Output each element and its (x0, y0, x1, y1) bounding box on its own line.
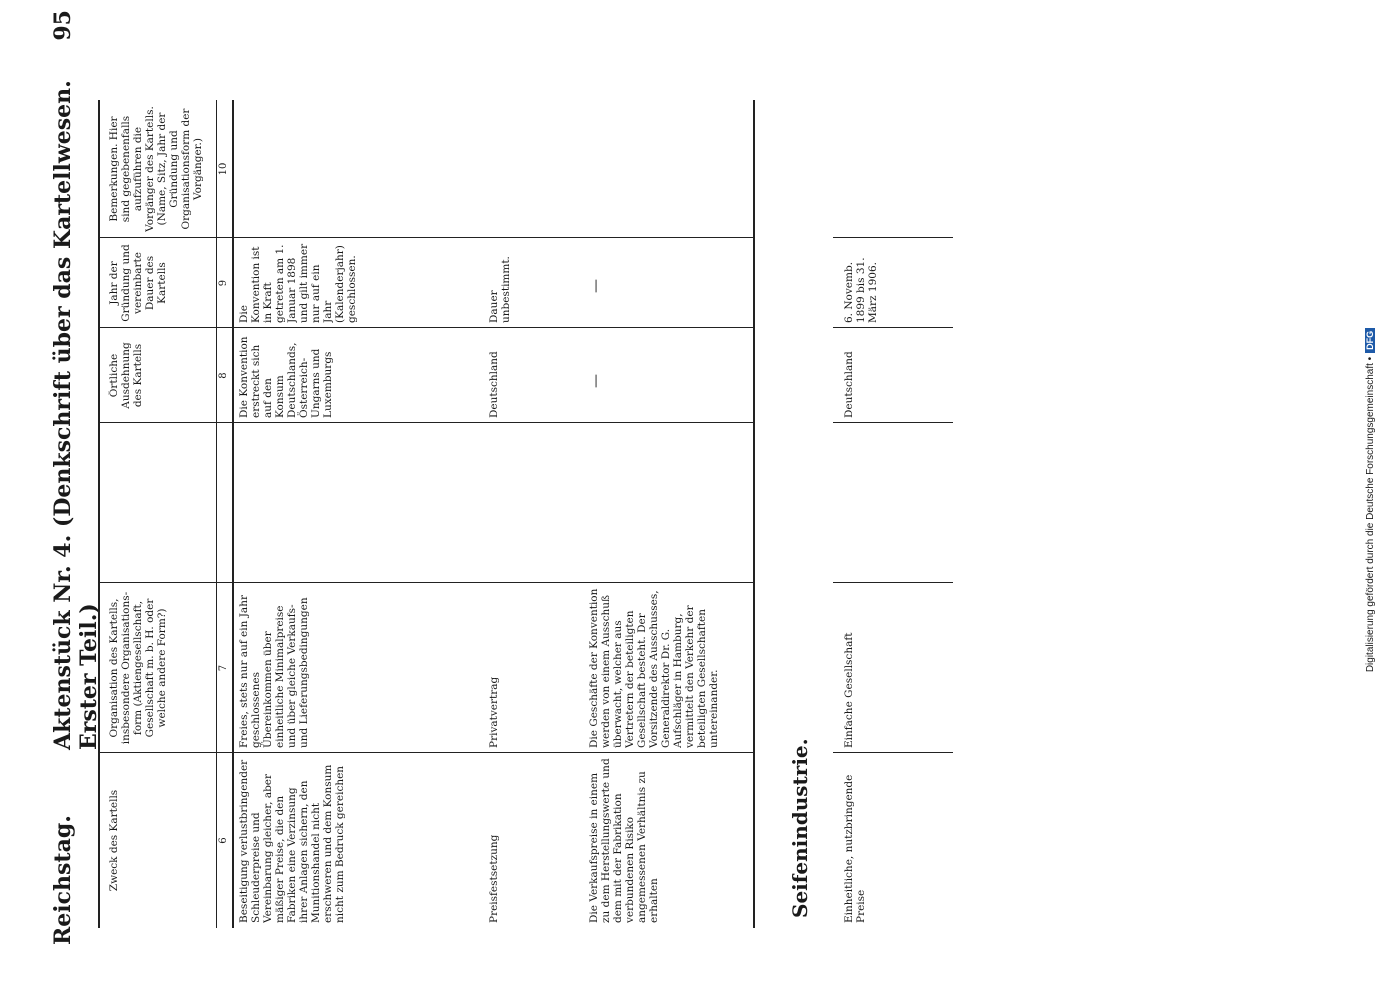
row3-dauer: — (588, 279, 604, 293)
section-title-seifenindustrie: Seifenindustrie. (788, 738, 812, 918)
s2-col-sep-3 (833, 422, 953, 423)
s2-col-sep-4 (833, 327, 953, 328)
digitization-text: Digitalisierung gefördert durch die Deutsche Forschungsgemeinschaft • (1365, 356, 1376, 673)
row2-ausdehnung: Deutschland (488, 351, 500, 418)
col-sep-2 (98, 582, 753, 583)
colhead-dauer: Jahr der Gründung und vereinbarte Dauer des Kartells (108, 244, 168, 322)
table-colnum-rule (232, 100, 234, 928)
row2-organisation: Privatvertrag (488, 676, 500, 748)
table-bottom-rule (753, 100, 755, 928)
colhead-zweck: Zweck des Kartells (108, 789, 120, 892)
s2-ausdehnung: Deutschland (843, 351, 855, 418)
col-sep-1 (98, 752, 753, 753)
s2-dauer: 6. Novemb. 1899 bis 31. März 1906. (843, 257, 879, 323)
s2-organisation: Einfache Gesellschaft (843, 632, 855, 748)
row3-organisation: Die Geschäfte der Konvention werden von einem Ausschuß überwacht, welcher aus Vertretern der beteiligten Gesellschaft besteht. Der Vorsitzende des Ausschusses, Generaldirektor Dr. G. Aufschläger in Hamburg, vermittelt den Verkehr der beteiligten Gesellschaften untereinander. (588, 588, 720, 748)
row1-ausdehnung: Die Konvention erstreckt sich auf den Konsum Deutschlands, Österreich-Ungarns und Luxemburgs (238, 336, 334, 418)
cartel-table (98, 100, 1098, 928)
colnum-9: 9 (218, 279, 229, 287)
table-header-rule (216, 100, 217, 928)
row3-zweck: Die Verkaufspreise in einem zu dem Herstellungswerte und dem mit der Fabrikation verbundenen Risiko angemessenen Verhältnis zu erhalten (588, 758, 660, 923)
row1-zweck: Beseitigung verlustbringender Schleuderpreise und Vereinbarung gleicher, aber mäßiger Preise, die den Fabriken eine Verzinsung ihrer Anlagen sichern, den Munitionshandel nicht erschweren und dem Konsum nicht zum Bedruck gereichen (238, 759, 346, 923)
colhead-bemerkungen: Bemerkungen. Hier sind gegebenenfalls aufzuführen die Vorgänger des Kartells. (Name, Sitz, Jahr der Gründung und Organisationsform der Vorgänger.) (108, 106, 204, 232)
s2-col-sep-2 (833, 582, 953, 583)
header-left: Reichstag. (50, 815, 76, 945)
row1-dauer: Die Konvention ist in Kraft getreten am 1. Januar 1898 und gilt immer nur auf ein Jahr (Kalenderjahr) geschlossen. (238, 243, 358, 323)
header-title: Aktenstück Nr. 4. (Denkschrift über das Kartellwesen. Erster Teil.) (50, 80, 102, 750)
colnum-6: 6 (218, 837, 229, 844)
col-sep-3 (98, 422, 753, 423)
col-sep-4 (98, 327, 753, 328)
digitization-credit (1365, 0, 1377, 1000)
s2-col-sep-5 (833, 237, 953, 238)
table-top-rule (98, 100, 100, 928)
row3-ausdehnung: — (588, 374, 604, 388)
s2-col-sep-1 (833, 752, 953, 753)
s2-zweck: Einheitliche, nutzbringende Preise (843, 774, 867, 923)
row2-dauer: Dauer unbestimmt. (488, 256, 512, 323)
page-number: 95 (50, 10, 76, 41)
colhead-ausdehnung: Örtliche Ausdehnung des Kartells (108, 342, 144, 409)
col-sep-5 (98, 237, 753, 238)
row1-organisation: Freies, stets nur auf ein Jahr geschlossenes Übereinkommen über einheitliche Minimalpreise und über gleiche Verkaufs- und Lieferungsbedingungen (238, 595, 310, 748)
row2-zweck: Preisfestsetzung (488, 834, 500, 923)
colnum-7: 7 (218, 664, 229, 672)
colnum-8: 8 (218, 372, 229, 379)
colnum-10: 10 (218, 162, 229, 176)
dfg-logo: DFG (1365, 328, 1375, 353)
colhead-organisation: Organisation des Kartells, insbesondere Organisations-form (Aktiengesellschaft, Gesellschaft m. b. H. oder welche andere Form?) (108, 591, 168, 745)
